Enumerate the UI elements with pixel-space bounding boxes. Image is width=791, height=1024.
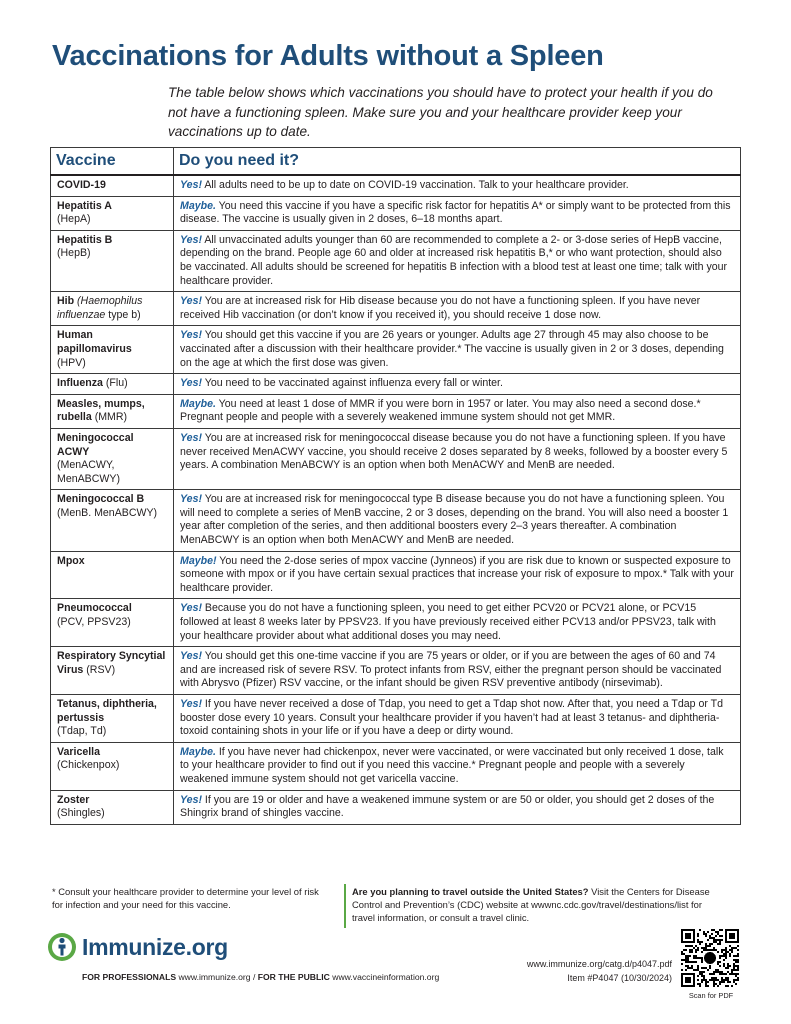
recommendation-cell [174, 175, 741, 196]
travel-question: Are you planning to travel outside the United States? [352, 886, 589, 897]
vaccine-name: Pneumococcal [57, 602, 132, 615]
table-header-row [51, 148, 741, 176]
recommendation-cell [174, 326, 741, 374]
recommendation-answer: Yes! [180, 295, 202, 308]
recommendation-text: You are at increased risk for meningococcal disease because you do not have a functioning spleen. If you have never received MenACWY vaccine, you should receive 2 doses separated by 8 weeks, followed by a booster every 5 years. A combination MenABCWY is an option when both MenACWY and MenB are needed. [180, 431, 728, 472]
vaccine-table [50, 147, 741, 825]
vaccine-name-cell [51, 230, 174, 291]
public-link[interactable]: www.vaccineinformation.org [332, 972, 440, 982]
vaccine-name: Hib [57, 295, 75, 308]
vaccine-name-cell [51, 790, 174, 824]
vaccine-name-cell [51, 394, 174, 428]
recommendation-cell [174, 599, 741, 647]
vaccine-abbreviation: (Flu) [105, 377, 128, 390]
vaccine-name: COVID-19 [57, 179, 106, 191]
table-row [51, 394, 741, 428]
recommendation-answer: Yes! [180, 602, 202, 615]
recommendation-cell [174, 374, 741, 395]
page-title: Vaccinations for Adults without a Spleen [52, 40, 604, 72]
recommendation-text: If you are 19 or older and have a weakened immune system or are 50 or older, you should get 2 doses of the Shingrix brand of shingles vaccine. [180, 793, 715, 820]
vaccine-name: Meningococcal ACWY [57, 431, 134, 458]
recommendation-answer: Yes! [180, 233, 202, 246]
recommendation-answer: Maybe. [180, 199, 216, 212]
scan-label: Scan for PDF [688, 991, 734, 1000]
vaccine-name-cell [51, 326, 174, 374]
table-row [51, 292, 741, 326]
recommendation-cell [174, 394, 741, 428]
travel-divider [344, 884, 346, 928]
need-column-header: Do you need it? [174, 148, 741, 176]
immunize-person-icon [47, 932, 77, 962]
recommendation-answer: Yes! [180, 793, 202, 806]
footnote: * Consult your healthcare provider to determine your level of risk for infection and your need for this vaccine. [52, 886, 319, 910]
recommendation-cell [174, 196, 741, 230]
table-row [51, 196, 741, 230]
recommendation-cell [174, 490, 741, 551]
vaccine-name: Tetanus, diphtheria, pertussis [57, 698, 157, 724]
public-label: FOR THE PUBLIC [257, 972, 330, 982]
vaccine-abbreviation: (PCV, PPSV23) [57, 616, 131, 629]
table-row [51, 790, 741, 824]
vaccine-name-cell [51, 196, 174, 230]
recommendation-text: You need this vaccine if you have a specific risk factor for hepatitis A* or simply want to be protected from this disease. The vaccine is usually given in 2 doses, 6–18 months apart. [180, 199, 731, 226]
vaccine-name-cell [51, 490, 174, 551]
qr-code-icon[interactable] [681, 929, 739, 987]
vaccine-name-cell [51, 374, 174, 395]
recommendation-text: You need at least 1 dose of MMR if you were born in 1957 or later. You may also need a second dose.* Pregnant people and people with a severely weakened immune system should not get MMR. [180, 397, 701, 424]
vaccine-name: Human papillomavirus [57, 329, 132, 355]
logo-wordmark: Immunize.org [82, 933, 228, 960]
table-row [51, 175, 741, 196]
travel-note [352, 885, 712, 924]
table-row [51, 695, 741, 743]
recommendation-cell [174, 695, 741, 743]
vaccine-name: Varicella [57, 745, 101, 758]
vaccine-abbreviation: (Shingles) [57, 807, 105, 820]
vaccine-name-cell [51, 599, 174, 647]
table-row [51, 490, 741, 551]
footer-links [82, 972, 439, 982]
recommendation-text: Because you do not have a functioning spleen, you need to get either PCV20 or PCV21 alone, or PCV15 followed at least 8 weeks later by PPSV23. If you have previously received either PCV13 and/or PPSV23, talk with your healthcare provider about what additional doses you may need. [180, 602, 716, 642]
table-row [51, 374, 741, 395]
recommendation-answer: Yes! [180, 431, 202, 444]
intro-text: The table below shows which vaccinations you should have to protect your health if you do not have a functioning spleen. Make sure you and your healthcare provider keep your vaccinations up to date. [168, 85, 713, 139]
professionals-link[interactable]: www.immunize.org [178, 972, 251, 982]
recommendation-text: All adults need to be up to date on COVID-19 vaccination. Talk to your healthcare provider. [201, 179, 629, 191]
vaccine-name-cell [51, 742, 174, 790]
vaccine-table-body [51, 175, 741, 824]
vaccine-name: Hepatitis B [57, 233, 113, 246]
recommendation-cell [174, 742, 741, 790]
item-number: Item #P4047 (10/30/2024) [567, 973, 672, 983]
recommendation-cell [174, 292, 741, 326]
recommendation-answer: Yes! [180, 698, 202, 710]
recommendation-text: All unvaccinated adults younger than 60 are recommended to complete a 2- or 3-dose series of HepB vaccine, depending on the brand. People age 60 and older at increased risk hepatitis B,* or who want protection, should also be vaccinated. All adults should be screened for hepatitis B infection with a blood test at least one time; talk with your healthcare provider. [180, 233, 728, 287]
recommendation-answer: Yes! [180, 179, 202, 191]
recommendation-answer: Yes! [180, 650, 202, 663]
vaccine-name-cell [51, 695, 174, 743]
recommendation-answer: Maybe! [180, 554, 217, 567]
recommendation-text: If you have never received a dose of Tdap, you need to get a Tdap shot now. After that, you need a Tdap or Td booster dose every 10 years. Consult your healthcare provider if you haven’t had at least 3 tetanus- and diphtheria-toxoid containing shots in your life or if you have a deep or dirty wound. [180, 698, 724, 738]
vaccine-name: Measles, mumps, rubella [57, 397, 145, 424]
recommendation-cell [174, 647, 741, 695]
table-row [51, 647, 741, 695]
vaccine-name-cell [51, 175, 174, 196]
immunize-logo[interactable] [47, 931, 228, 963]
vaccine-column-header: Vaccine [51, 148, 174, 176]
vaccine-name-tail: type b) [105, 308, 141, 321]
catalog-url[interactable]: www.immunize.org/catg.d/p4047.pdf [526, 959, 672, 969]
recommendation-cell [174, 551, 741, 599]
table-row [51, 326, 741, 374]
table-row [51, 428, 741, 489]
vaccine-abbreviation: (Chickenpox) [57, 759, 120, 772]
recommendation-text: You need the 2-dose series of mpox vaccine (Jynneos) if you are risk due to known or suspected exposure to someone with mpox or if you have certain sexual practices that increase your risk of exposure to mpox.* Talk with your healthcare provider. [180, 554, 734, 594]
vaccine-abbreviation: (Tdap, Td) [57, 725, 107, 738]
table-row [51, 551, 741, 599]
vaccine-abbreviation: (HepB) [57, 247, 91, 260]
recommendation-text: You are at increased risk for meningococcal type B disease because you do not have a functioning spleen. You will need to complete a series of MenB vaccine, 2 or 3 doses, depending on the brand. You will also need a booster 1 year after completion of the series, and then additional boosters every 2–3 years thereafter. A combination MenABCWY is an option when both MenACWY and MenB are needed. [180, 493, 729, 547]
recommendation-text: You should get this one-time vaccine if you are 75 years or older, or if you are between the ages of 60 and 74 and are increased risk of severe RSV. To protect infants from RSV, either the pregnant person should be vaccinated with Abrysvo (Pfizer) RSV vaccine, or the infant should be given RSV preventive antibody (nirsevimab). [180, 650, 722, 690]
vaccine-name: Hepatitis A [57, 199, 112, 212]
catalog-info [504, 957, 672, 985]
vaccine-abbreviation: (MMR) [94, 411, 128, 424]
vaccine-name-cell [51, 551, 174, 599]
vaccine-name-italic: (Haemophilus influenzae [57, 295, 143, 321]
recommendation-cell [174, 428, 741, 489]
vaccine-abbreviation: (MenB. MenABCWY) [57, 506, 158, 519]
professionals-label: FOR PROFESSIONALS [82, 972, 177, 982]
vaccine-name: Influenza [57, 377, 103, 390]
table-row [51, 742, 741, 790]
table-row [51, 599, 741, 647]
vaccine-abbreviation: (MenACWY, MenABCWY) [57, 459, 120, 485]
recommendation-text: You should get this vaccine if you are 26 years or younger. Adults age 27 through 45 may also choose to be vaccinated after a discussion with their healthcare provider.* The vaccine is usually given in 2 or 3 doses, depending on the age at which the first dose was given. [180, 329, 724, 369]
table-row [51, 230, 741, 291]
recommendation-cell [174, 230, 741, 291]
vaccine-name-cell [51, 647, 174, 695]
recommendation-answer: Maybe. [180, 745, 216, 758]
vaccine-name: Zoster [57, 793, 90, 806]
vaccine-abbreviation: (HPV) [57, 356, 86, 369]
recommendation-answer: Yes! [180, 329, 202, 342]
vaccine-name-cell [51, 428, 174, 489]
recommendation-text: You are at increased risk for Hib disease because you do not have a functioning spleen. If you have never received Hib vaccination (or don’t know if you received it), you should receive 1 dose now. [180, 295, 701, 321]
vaccine-name: Meningococcal B [57, 493, 145, 506]
vaccine-abbreviation: (HepA) [57, 213, 91, 226]
vaccine-abbreviation: (RSV) [86, 663, 116, 676]
vaccine-name-cell [51, 292, 174, 326]
recommendation-answer: Maybe. [180, 397, 216, 410]
recommendation-text: If you have never had chickenpox, never were vaccinated, or were vaccinated but only received 1 dose, talk to your healthcare provider to find out if you need this vaccine.* Pregnant people and people with a severely weakened immune system should not get varicella vaccine. [180, 745, 724, 785]
vaccine-name: Mpox [57, 554, 85, 567]
link-separator: / [252, 972, 256, 982]
vaccine-name: Respiratory Syncytial Virus [57, 650, 166, 676]
recommendation-answer: Yes! [180, 377, 202, 390]
recommendation-cell [174, 790, 741, 824]
recommendation-answer: Yes! [180, 493, 202, 506]
recommendation-text: You need to be vaccinated against influenza every fall or winter. [201, 377, 503, 390]
travel-text: Visit the Centers for Disease Control and Prevention’s (CDC) website at wwwnc.cdc.gov/travel/destinations/list for travel information, or consult a travel clinic. [352, 886, 710, 923]
